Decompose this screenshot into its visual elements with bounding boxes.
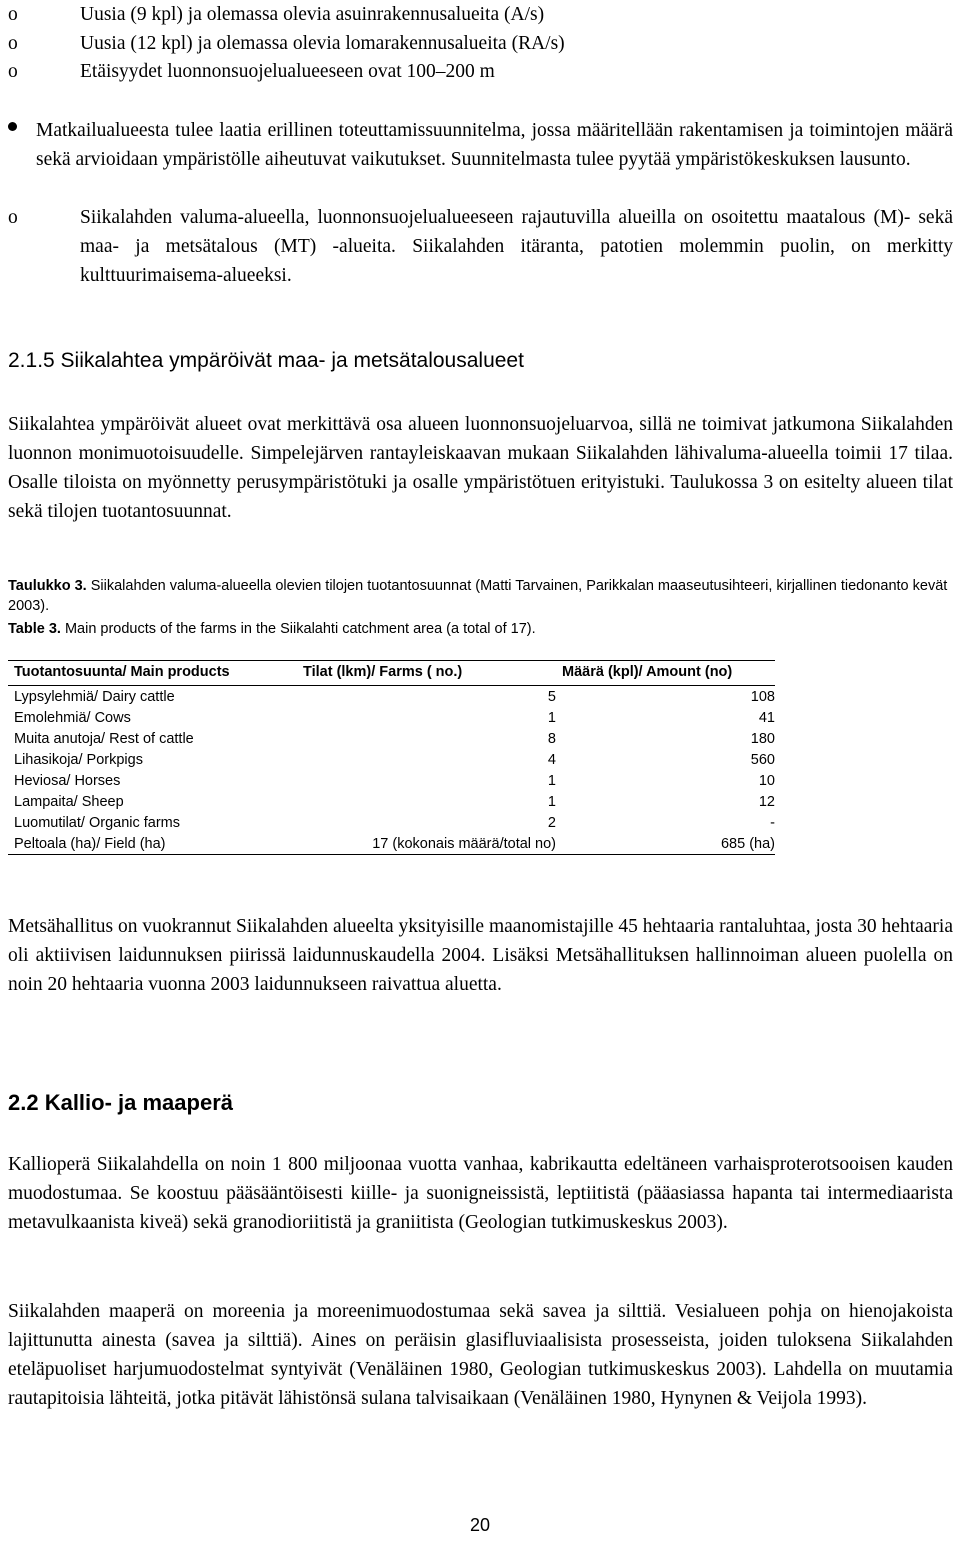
table-caption-text: Main products of the farms in the Siikalahti catchment area (a total of 17).	[64, 621, 536, 637]
list-marker: o	[8, 33, 18, 54]
table-cell: 1	[547, 772, 556, 789]
table-cell: 4	[547, 751, 556, 768]
column-header: Määrä (kpl)/ Amount (no)	[556, 661, 775, 686]
list-marker: o	[8, 4, 18, 25]
table-row	[8, 833, 775, 855]
table-cell: Muita anutoja/ Rest of cattle	[14, 730, 194, 747]
list-marker: o	[8, 61, 18, 82]
section-paragraph: Kallioperä Siikalahdella on noin 1 800 miljoonaa vuotta vanhaa, kabrikautta edeltäneen varhaisproterotsooisen kauden muodostumaa. Se koostuu pääsääntöisesti kiille- ja suonigneissistä, leptiitistä (pääasiassa hapanta tai intermediaarista metavulkaanista kiveä) sekä granodioriitistä ja graniitista (Geologian tutkimuskeskus 2003).	[8, 1154, 953, 1233]
table-row	[8, 728, 775, 749]
table-header-row	[8, 661, 775, 686]
table-cell: 10	[758, 772, 775, 789]
table-cell: 5	[547, 688, 556, 705]
table-caption-label: Table 3.	[8, 621, 61, 637]
bullet-icon	[8, 122, 17, 131]
column-header: Tuotantosuunta/ Main products	[8, 661, 297, 686]
table-cell: 2	[547, 814, 556, 831]
table-cell: Lihasikoja/ Porkpigs	[14, 751, 143, 768]
table-cell: Luomutilat/ Organic farms	[14, 814, 181, 831]
table-cell: 685 (ha)	[556, 833, 775, 855]
table-cell: 1	[547, 793, 556, 810]
list-item	[8, 0, 953, 29]
table-cell: 1	[547, 709, 556, 726]
list-item-text: Etäisyydet luonnonsuojelualueeseen ovat 100–200 m	[80, 61, 495, 82]
table-row	[8, 791, 775, 812]
table-cell: 41	[758, 709, 775, 726]
table-cell: 108	[750, 688, 775, 705]
table-cell: Lampaita/ Sheep	[14, 793, 124, 810]
list-item-text: Uusia (9 kpl) ja olemassa olevia asuinrakennusalueita (A/s)	[80, 4, 545, 25]
section-paragraph: Siikalahtea ympäröivät alueet ovat merkittävä osa alueen luonnonsuojeluarvoa, sillä ne toimivat jatkumona Siikalahden luonnon monimuotoisuudelle. Simpelejärven rantayleiskaavan mukaan Siikalahden lähivaluma-alueella toimii 17 tilaa. Osalle tiloista on myönnetty perusympäristötuki ja osalle ympäristötuen erityistuki. Taulukossa 3 on esitelty alueen tilat sekä tilojen tuotantosuunnat.	[8, 414, 953, 522]
list-item	[8, 57, 953, 86]
column-header: Tilat (lkm)/ Farms ( no.)	[297, 661, 556, 686]
table-cell: 17 (kokonais määrä/total no)	[297, 833, 556, 855]
table-cell: Emolehmiä/ Cows	[14, 709, 131, 726]
table-row	[8, 686, 775, 708]
table-cell: 560	[750, 751, 775, 768]
table-caption-label: Taulukko 3.	[8, 578, 87, 594]
section-heading: 2.1.5 Siikalahtea ympäröivät maa- ja metsätalousalueet	[8, 349, 524, 372]
table-cell: Lypsylehmiä/ Dairy cattle	[14, 688, 175, 705]
section-paragraph: Siikalahden maaperä on moreenia ja moreenimuodostumaa sekä savea ja silttiä. Vesialueen pohja on hienojakoista lajittunutta ainesta (savea ja silttiä). Aines on peräisin glasifluviaalisista prosesseista, joiden tuloksena Siikalahden eteläpuoliset harjumuodostelmat syntyivät (Venäläinen 1980, Geologian tutkimuskeskus 2003). Lahdella on muutamia rautapitoisia lähteitä, jotka pitävät lähistönsä sulana talvisaikaan (Venäläinen 1980, Hynynen & Veijola 1993).	[8, 1301, 953, 1409]
table-cell: 12	[758, 793, 775, 810]
table-cell: Heviosa/ Horses	[14, 772, 121, 789]
list-item-text: Uusia (12 kpl) ja olemassa olevia lomarakennusalueita (RA/s)	[80, 33, 565, 54]
table-cell: 180	[750, 730, 775, 747]
farm-products-table	[8, 660, 775, 855]
table-caption-text: Siikalahden valuma-alueella olevien tilojen tuotantosuunnat (Matti Tarvainen, Parikkalan maaseutusihteeri, kirjallinen tiedonanto kevät 2003).	[8, 578, 948, 614]
metsahallitus-paragraph: Metsähallitus on vuokrannut Siikalahden alueelta yksityisille maanomistajille 45 hehtaaria rantaluhtaa, josta 30 hehtaaria oli aktiivisen laidunnuksen piirissä laidunnuskaudella 2004. Lisäksi Metsähallituksen hallinnoiman alueen puolella on noin 20 hehtaaria vuonna 2003 laidunnukseen raivattua aluetta.	[8, 916, 953, 995]
list-item-text: Siikalahden valuma-alueella, luonnonsuojelualueeseen rajautuvilla alueilla on osoitettu maatalous (M)- sekä maa- ja metsätalous (MT) -alueita. Siikalahden itäranta, patotien molemmin puolin, on merkitty kulttuurimaisema-alueeksi.	[80, 207, 953, 286]
table-row	[8, 812, 775, 833]
list-item	[8, 29, 953, 58]
table-cell: Peltoala (ha)/ Field (ha)	[8, 833, 297, 855]
list-marker: o	[8, 207, 18, 228]
table-row	[8, 770, 775, 791]
section-heading: 2.2 Kallio- ja maaperä	[8, 1090, 233, 1115]
table-row	[8, 749, 775, 770]
page-number: 20	[469, 1515, 491, 1535]
table-cell: 8	[547, 730, 556, 747]
table-caption-en	[8, 619, 953, 639]
table-caption-fi	[8, 576, 953, 616]
table-cell: -	[770, 814, 775, 831]
bullet-text: Matkailualueesta tulee laatia erillinen toteuttamissuunnitelma, jossa määritellään rakentamisen ja toimintojen määrä sekä arvioidaan ympäristölle aiheutuvat vaikutukset. Suunnitelmasta tulee pyytää ympäristökeskuksen lausunto.	[36, 120, 953, 170]
table-row	[8, 707, 775, 728]
